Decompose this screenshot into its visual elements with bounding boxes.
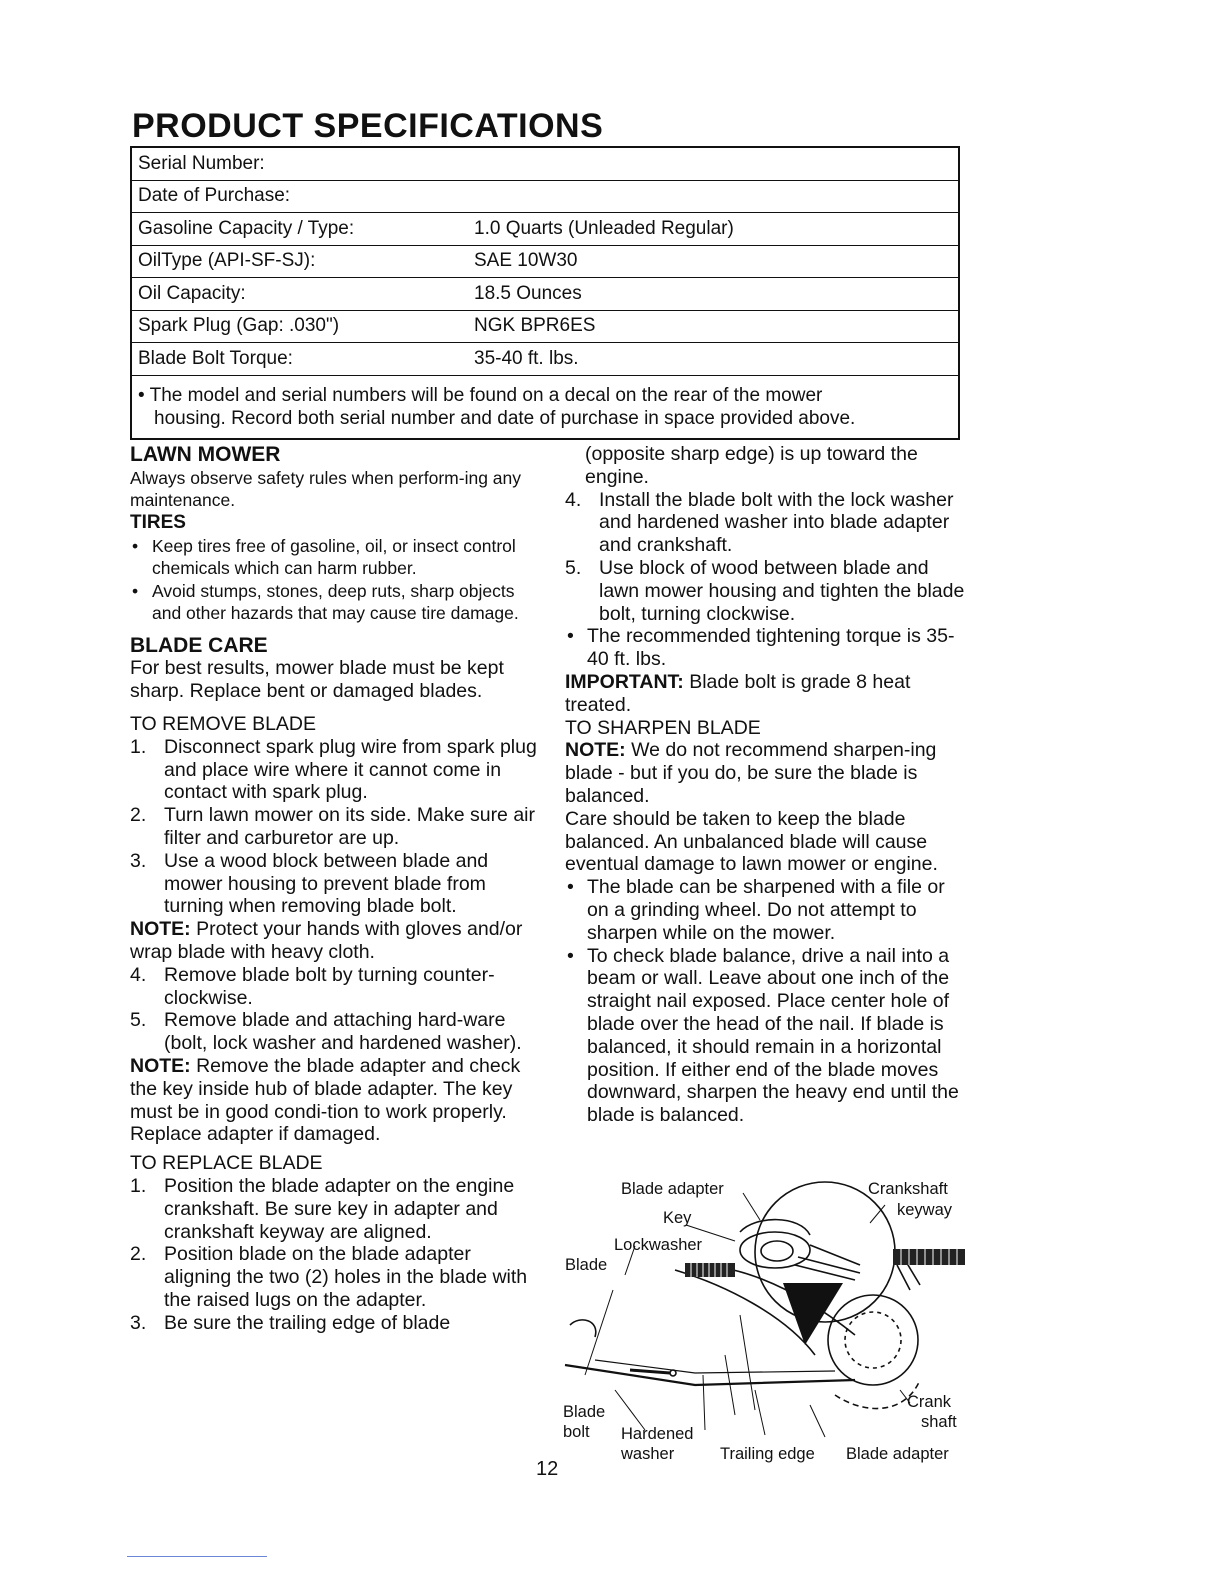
step-item (130, 736, 542, 804)
sharpen-heading: TO SHARPEN BLADE (565, 716, 761, 739)
blade-assembly-drawing (555, 1175, 975, 1475)
step-text: Remove blade bolt by turning counter-clockwise. (164, 963, 495, 1009)
note-adapter: NOTE: Remove the blade adapter and check the key inside hub of blade adapter. The key must be in good condi-tion to work properly. Replace adapter if damaged. (130, 1054, 521, 1146)
spec-label: Oil Capacity: (131, 278, 468, 311)
step-item (130, 1243, 542, 1311)
replace-steps (130, 1175, 542, 1335)
step-item (565, 557, 965, 625)
step-text: Be sure the trailing edge of blade (164, 1311, 451, 1334)
spec-value: 18.5 Ounces (468, 278, 959, 311)
step-number: 1. (130, 1174, 147, 1197)
tires-heading: TIRES (130, 511, 186, 533)
step-number: 4. (130, 963, 147, 986)
sharpen-bullet: • The blade can be sharpened with a file or on a grinding wheel. Do not attempt to sharpen while on the mower. (567, 876, 945, 944)
step-item (565, 489, 965, 557)
remove-steps-b (130, 964, 542, 1055)
label-hardened: Hardened (621, 1425, 694, 1443)
spec-note-row (131, 375, 959, 439)
step-item (130, 1312, 542, 1335)
note-gloves: NOTE: Protect your hands with gloves and/or wrap blade with heavy cloth. (130, 918, 523, 963)
remove-blade-heading: TO REMOVE BLADE (130, 712, 317, 735)
page-title: PRODUCT SPECIFICATIONS (132, 107, 604, 145)
step-number: 2. (130, 1243, 147, 1266)
label-blade-bolt-2: bolt (563, 1423, 590, 1441)
lawnmower-text: Always observe safety rules when perform-ing any maintenance. (130, 467, 522, 511)
spec-label: Blade Bolt Torque: (131, 343, 468, 376)
spec-row (131, 278, 959, 311)
label-blade-adapter-top: Blade adapter (621, 1180, 724, 1198)
blade-assembly-diagram (555, 1175, 975, 1475)
footer-rule (127, 1556, 267, 1557)
label-keyway: keyway (897, 1201, 953, 1219)
replace-step-3-cont: (opposite sharp edge) is up toward the engine. (585, 443, 918, 488)
step-text: Use block of wood between blade and lawn mower housing and tighten the blade bolt, turning clockwise. (599, 556, 965, 625)
replace-steps-cont (565, 489, 965, 626)
spec-value: NGK BPR6ES (468, 310, 959, 343)
spec-note (131, 375, 959, 439)
step-number: 3. (130, 1311, 147, 1334)
label-blade-adapter-bottom: Blade adapter (846, 1445, 949, 1463)
spec-label: OilType (API-SF-SJ): (131, 245, 468, 278)
step-text: Turn lawn mower on its side. Make sure air filter and carburetor are up. (164, 804, 535, 849)
step-number: 2. (130, 804, 147, 827)
step-text: Install the blade bolt with the lock washer and hardened washer into blade adapter and crankshaft. (599, 488, 954, 557)
spec-label: Spark Plug (Gap: .030") (131, 310, 468, 343)
important-note: IMPORTANT: Blade bolt is grade 8 heat treated. (565, 670, 911, 716)
spec-note-line2: housing. Record both serial number and date of purchase in space provided above. (154, 407, 856, 429)
right-column (565, 443, 965, 1127)
replace-blade-heading: TO REPLACE BLADE (130, 1152, 323, 1175)
spec-label: Serial Number: (131, 147, 468, 180)
step-number: 4. (565, 488, 582, 511)
torque-bullet: • The recommended tightening torque is 35-40 ft. lbs. (567, 625, 955, 671)
care-text: Care should be taken to keep the blade balanced. An unbalanced blade will cause eventual damage to lawn mower or engine. (565, 807, 938, 876)
label-lockwasher: Lockwasher (614, 1236, 703, 1254)
label-key: Key (663, 1209, 692, 1227)
spec-row (131, 213, 959, 246)
label-crank: Crank (907, 1393, 952, 1411)
label-crankshaft: Crankshaft (868, 1180, 948, 1198)
spec-value (468, 147, 959, 180)
step-text: Disconnect spark plug wire from spark plug and place wire where it cannot come in contact with spark plug. (164, 735, 537, 804)
step-number: 5. (130, 1009, 147, 1032)
balance-bullet: • To check blade balance, drive a nail into a beam or wall. Leave about one inch of the straight nail exposed. Place center hole of blade over the head of the nail. If blade is balanced, it should remain in a horizontal position. If either end of the blade moves downward, sharpen the heavy end until the blade is balanced. (567, 944, 959, 1127)
spec-value: 35-40 ft. lbs. (468, 343, 959, 376)
page-number: 12 (536, 1458, 559, 1480)
remove-steps-a (130, 736, 542, 918)
spec-value (468, 180, 959, 213)
step-item (130, 804, 542, 850)
lawnmower-heading: LAWN MOWER (130, 443, 281, 466)
spec-row (131, 245, 959, 278)
blade-care-text: For best results, mower blade must be kept sharp. Replace bent or damaged blades. (130, 657, 504, 703)
step-number: 3. (130, 849, 147, 872)
step-text: Position blade on the blade adapter aligning the two (2) holes in the blade with the raised lugs on the adapter. (164, 1243, 528, 1311)
step-text: Position the blade adapter on the engine crankshaft. Be sure key in adapter and crankshaft keyway are aligned. (164, 1174, 515, 1243)
step-number: 5. (565, 556, 582, 579)
spec-table (130, 146, 960, 440)
step-text: Remove blade and attaching hard-ware (bolt, lock washer and hardened washer). (164, 1009, 522, 1055)
tires-item: • Avoid stumps, stones, deep ruts, sharp objects and other hazards that may cause tire damage. (132, 580, 519, 624)
blade-care-heading: BLADE CARE (130, 633, 268, 657)
spec-value: 1.0 Quarts (Unleaded Regular) (468, 213, 959, 246)
label-blade: Blade (565, 1256, 608, 1274)
label-blade-bolt-1: Blade (563, 1403, 606, 1421)
sharpen-note: NOTE: We do not recommend sharpen-ing blade - but if you do, be sure the blade is balanced. (565, 739, 937, 807)
label-trailing-edge: Trailing edge (720, 1445, 815, 1463)
step-item (130, 1009, 542, 1055)
spec-note-line1: • The model and serial numbers will be found on a decal on the rear of the mower (138, 384, 823, 406)
spec-row (131, 343, 959, 376)
spec-label: Date of Purchase: (131, 180, 468, 213)
step-item (130, 850, 542, 918)
tires-item: • Keep tires free of gasoline, oil, or insect control chemicals which can harm rubber. (132, 535, 516, 579)
spec-value: SAE 10W30 (468, 245, 959, 278)
spec-row (131, 180, 959, 213)
tires-list (130, 535, 542, 625)
left-column (130, 444, 542, 1335)
label-washer: washer (621, 1445, 675, 1463)
spec-row (131, 147, 959, 180)
step-text: Use a wood block between blade and mower housing to prevent blade from turning when removing blade bolt. (164, 849, 489, 918)
step-item (130, 1175, 542, 1243)
spec-label: Gasoline Capacity / Type: (131, 213, 468, 246)
step-item (130, 964, 542, 1010)
step-number: 1. (130, 735, 147, 758)
label-shaft: shaft (921, 1413, 957, 1431)
spec-row (131, 310, 959, 343)
